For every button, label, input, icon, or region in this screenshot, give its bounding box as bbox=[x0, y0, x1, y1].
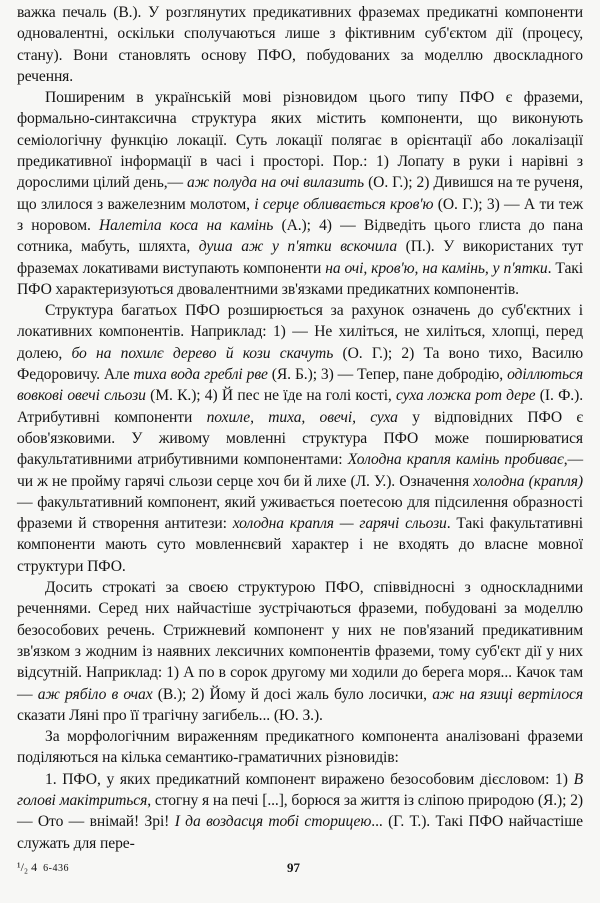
paragraph-text: (А.); 4) — Відведіть цього глиста до пана сотника, мабуть, шляхта, bbox=[17, 216, 583, 256]
example-phraseme: І да воздасця тобі сторицею bbox=[174, 813, 372, 831]
example-phraseme: душа аж у п'ятки вскочила bbox=[198, 238, 398, 256]
example-phraseme: бо на похилє дерево й кози скачуть bbox=[71, 344, 334, 362]
example-phraseme: холодна (крапля) bbox=[473, 472, 583, 490]
example-phraseme: аж рябіло в очах bbox=[37, 685, 153, 703]
paragraph-text: 1. ПФО, у яких предикатний компонент виражено безособовим дієсловом: 1) bbox=[45, 770, 574, 788]
paragraph-text: , стогну я на печі [...], борюся за життя із сліпою природою (Я.); 2) — Ото — внімай! Зрі! bbox=[17, 791, 583, 831]
body-text bbox=[17, 2, 583, 854]
paragraph-text: Досить строкаті за своєю структурою ПФО, співвідносні з односкладними реченнями. Серед них найчастіше зустрічаються фраземи, побудовані за моделлю безособових речень. Стрижневий компонент у них не пов'язаний предикативним зв'язком з жодним із наявних лексичних компонентів фраземи, тому суб'єкт дії у них відсутній. Наприклад: 1) А по в сорок другому ми ходили до берега моря... Качок там — bbox=[17, 579, 583, 703]
paragraph-text: (І. Ф.). Атрибутивні компоненти bbox=[17, 387, 583, 426]
paragraph bbox=[17, 2, 583, 87]
paragraph-text: ... (Г. Т.). Такі ПФО найчастіше служать для пере- bbox=[17, 813, 583, 852]
example-phraseme: на очі, кров'ю, на камінь, у п'ятки bbox=[325, 259, 548, 277]
paragraph-text: (О. Г.); 2) Та воно тихо, Василю Федоровичу. Але bbox=[17, 344, 584, 384]
example-phraseme: і серце обливається кров'ю bbox=[254, 195, 434, 213]
paragraph bbox=[17, 577, 583, 726]
example-phraseme: В голові макітриться bbox=[17, 770, 583, 809]
paragraph bbox=[17, 87, 583, 300]
example-phraseme: суха ложка рот дере bbox=[396, 387, 536, 405]
paragraph-text: (О. Г.); 3) — А ти теж з норовом. bbox=[17, 195, 583, 234]
example-phraseme: холодна крапля — гарячі сльози bbox=[232, 515, 447, 533]
example-phraseme: аж на язиці вертілося bbox=[432, 685, 583, 703]
paragraph bbox=[17, 726, 583, 769]
example-phraseme: оділлються вовкові овечі сльози bbox=[17, 366, 583, 405]
paragraph bbox=[17, 300, 583, 577]
paragraph-text: важка печаль (В.). У розглянутих предикативних фраземах предикатні компоненти одновалентні, оскільки сполучаються лише з фіктивним суб'єктом дії (процесу, стану). Вони становлять основу ПФО, побудованих за моделлю двоскладного речення. bbox=[17, 4, 583, 85]
paragraph-text: Структура багатьох ПФО розширюється за рахунок означень до суб'єктних і локативних компонентів. Наприклад: 1) — Не хиліться, не хиліться, хлопці, перед долею, bbox=[17, 302, 583, 362]
example-phraseme: аж полуда на очі вилазить bbox=[187, 174, 365, 192]
paragraph-text: — факультативний компонент, який уживається поетесою для підсилення образності фраземи й створення антитези: bbox=[17, 493, 583, 533]
paragraph-text: у відповідних ПФО є обов'язковими. У живому мовленні структура ПФО може поширюватися факультативними атрибутивними компонентами: bbox=[17, 408, 583, 469]
paragraph-text: . Такі ПФО характеризуються двовалентними зв'язками предикатних компонентів. bbox=[17, 259, 583, 298]
example-phraseme: Налетіла коса на камінь bbox=[99, 216, 274, 234]
paragraph-text: (О. Г.); 2) Дивишся на те рученя, що злилося з важелезним молотом, bbox=[17, 174, 583, 213]
page-footer bbox=[17, 860, 583, 880]
example-phraseme: похиле, тиха, овечі, суха bbox=[206, 408, 398, 426]
paragraph bbox=[17, 769, 583, 854]
signature-code: 6-436 bbox=[43, 863, 69, 874]
paragraph-text: (М. К.); 4) Й пес не їде на голі кості, bbox=[145, 387, 397, 405]
paragraph-text: . Такі факультативні компоненти мають суто мовленнєвий характер і не входять до власне мовної структури ПФО. bbox=[17, 515, 583, 575]
printer-signature bbox=[17, 860, 69, 875]
paragraph-text: (П.). У використаних тут фраземах локативами виступають компоненти bbox=[17, 238, 583, 277]
page-number: 97 bbox=[287, 860, 300, 875]
paragraph-text: ,— чи ж не пройму гарячі сльози серце хоч би й лихе (Л. У.). Означення bbox=[17, 451, 583, 490]
paragraph-text: (Я. Б.); 3) — Тепер, пане добродію, bbox=[267, 366, 508, 384]
paragraph-text: сказати Ляні про її трагічну загибель... (Ю. З.). bbox=[17, 706, 323, 724]
paragraph-text: За морфологічним вираженням предикатного компонента аналізовані фраземи поділяються на кілька семантико-граматичних різновидів: bbox=[17, 728, 583, 767]
paragraph-text: Поширеним в українській мові різновидом цього типу ПФО є фраземи, формально-синтаксична структура яких містить компоненти, що виконують семіологічну функцію локації. Суть локації полягає в орієнтації або локалізації предикативної інформації в часі і просторі. Пор.: 1) Лопату в руки і нарівні з дорослими цілий день,— bbox=[17, 89, 583, 192]
example-phraseme: тиха вода греблі рве bbox=[133, 366, 268, 384]
example-phraseme: Холодна крапля камінь пробиває bbox=[347, 451, 564, 469]
paragraph-text: (В.); 2) Йому й досі жаль було лосички, bbox=[152, 685, 433, 703]
signature-fraction: ¹/₂ 4 bbox=[17, 860, 38, 874]
